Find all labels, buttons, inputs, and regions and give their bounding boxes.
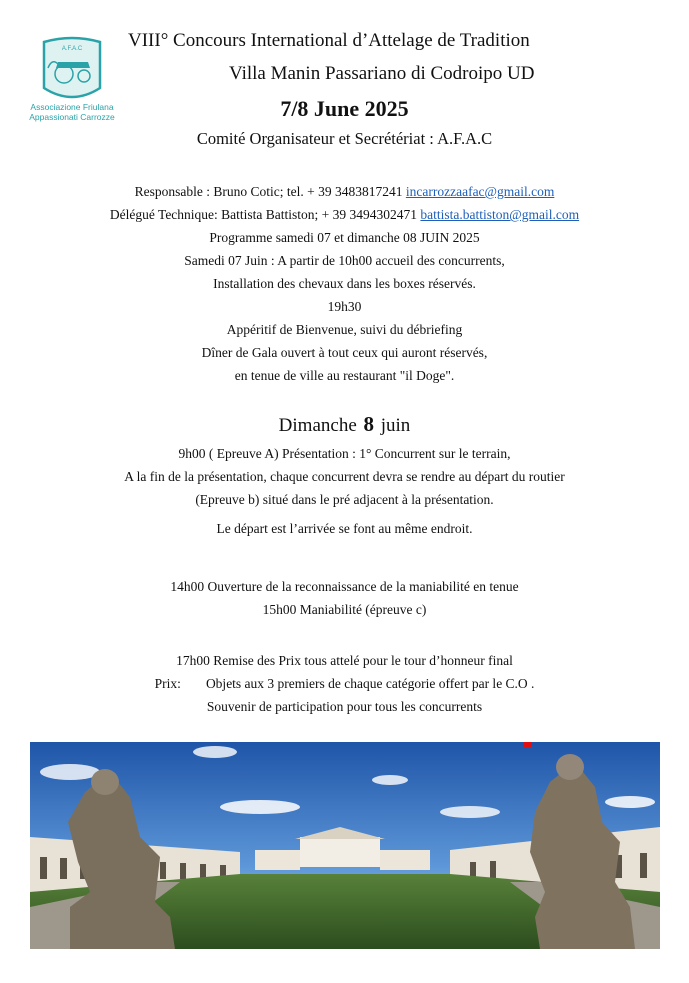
sunday-block <box>0 442 689 540</box>
sunday-line-4: Le départ est l’arrivée se font au même endroit. <box>216 521 473 536</box>
sunday-line-6: 15h00 Maniabilité (épreuve c) <box>262 602 427 617</box>
sunday-line-3: (Epreuve b) situé dans le pré adjacent à la présentation. <box>195 492 494 507</box>
sunday-line-8: Souvenir de participation pour tous les concurrents <box>206 699 483 714</box>
event-date: 7/8 June 2025 <box>280 96 409 121</box>
prize-block <box>0 649 689 718</box>
contacts-block <box>0 180 689 387</box>
svg-text:Appassionati Carrozze: Appassionati Carrozze <box>29 112 115 122</box>
delegue-line: Délégué Technique: Battista Battiston; + 39 3494302471 battista.battiston@gmail.com <box>109 207 580 222</box>
sunday-heading: Dimanche 8 juin <box>278 412 411 436</box>
saturday-line-5: en tenue de ville au restaurant "il Doge". <box>234 368 455 383</box>
sunday-line-5: 14h00 Ouverture de la reconnaissance de la maniabilité en tenue <box>170 579 519 594</box>
svg-text:Associazione Friulana: Associazione Friulana <box>30 102 114 112</box>
saturday-line-4: Dîner de Gala ouvert à tout ceux qui auront réservés, <box>201 345 488 360</box>
programme-line: Programme samedi 07 et dimanche 08 JUIN 2025 <box>209 230 480 245</box>
event-venue: Villa Manin Passariano di Codroipo UD <box>229 63 535 84</box>
saturday-time: 19h30 <box>327 299 362 314</box>
sunday-afternoon-block <box>0 575 689 621</box>
sunday-line-7: 17h00 Remise des Prix tous attelé pour le tour d’honneur final <box>176 653 513 668</box>
organizer-line: Comité Organisateur et Secrétériat : A.F.A.C <box>196 129 493 148</box>
event-title: VIII° Concours International d’Attelage de Tradition <box>128 30 530 51</box>
saturday-line-1: Samedi 07 Juin : A partir de 10h00 accueil des concurrents, <box>184 253 505 268</box>
sunday-line-1: 9h00 ( Epreuve A) Présentation : 1° Concurrent sur le terrain, <box>178 446 511 461</box>
villa-manin-photo <box>30 742 660 949</box>
svg-text:A.F.A.C: A.F.A.C <box>61 46 83 52</box>
saturday-line-2: Installation des chevaux dans les boxes réservés. <box>213 276 476 291</box>
responsable-line: Responsable : Bruno Cotic; tel. + 39 3483817241 incarrozzaafac@gmail.com <box>134 184 555 199</box>
saturday-line-3: Appéritif de Bienvenue, suivi du débriefing <box>226 322 463 337</box>
sunday-line-2: A la fin de la présentation, chaque concurrent devra se rendre au départ du routier <box>124 469 565 484</box>
prix-line: Prix: Objets aux 3 premiers de chaque catégorie offert par le C.O . <box>154 676 535 691</box>
delegue-email-link[interactable]: battista.battiston@gmail.com <box>420 207 580 222</box>
responsable-email-link[interactable]: incarrozzaafac@gmail.com <box>405 184 555 199</box>
